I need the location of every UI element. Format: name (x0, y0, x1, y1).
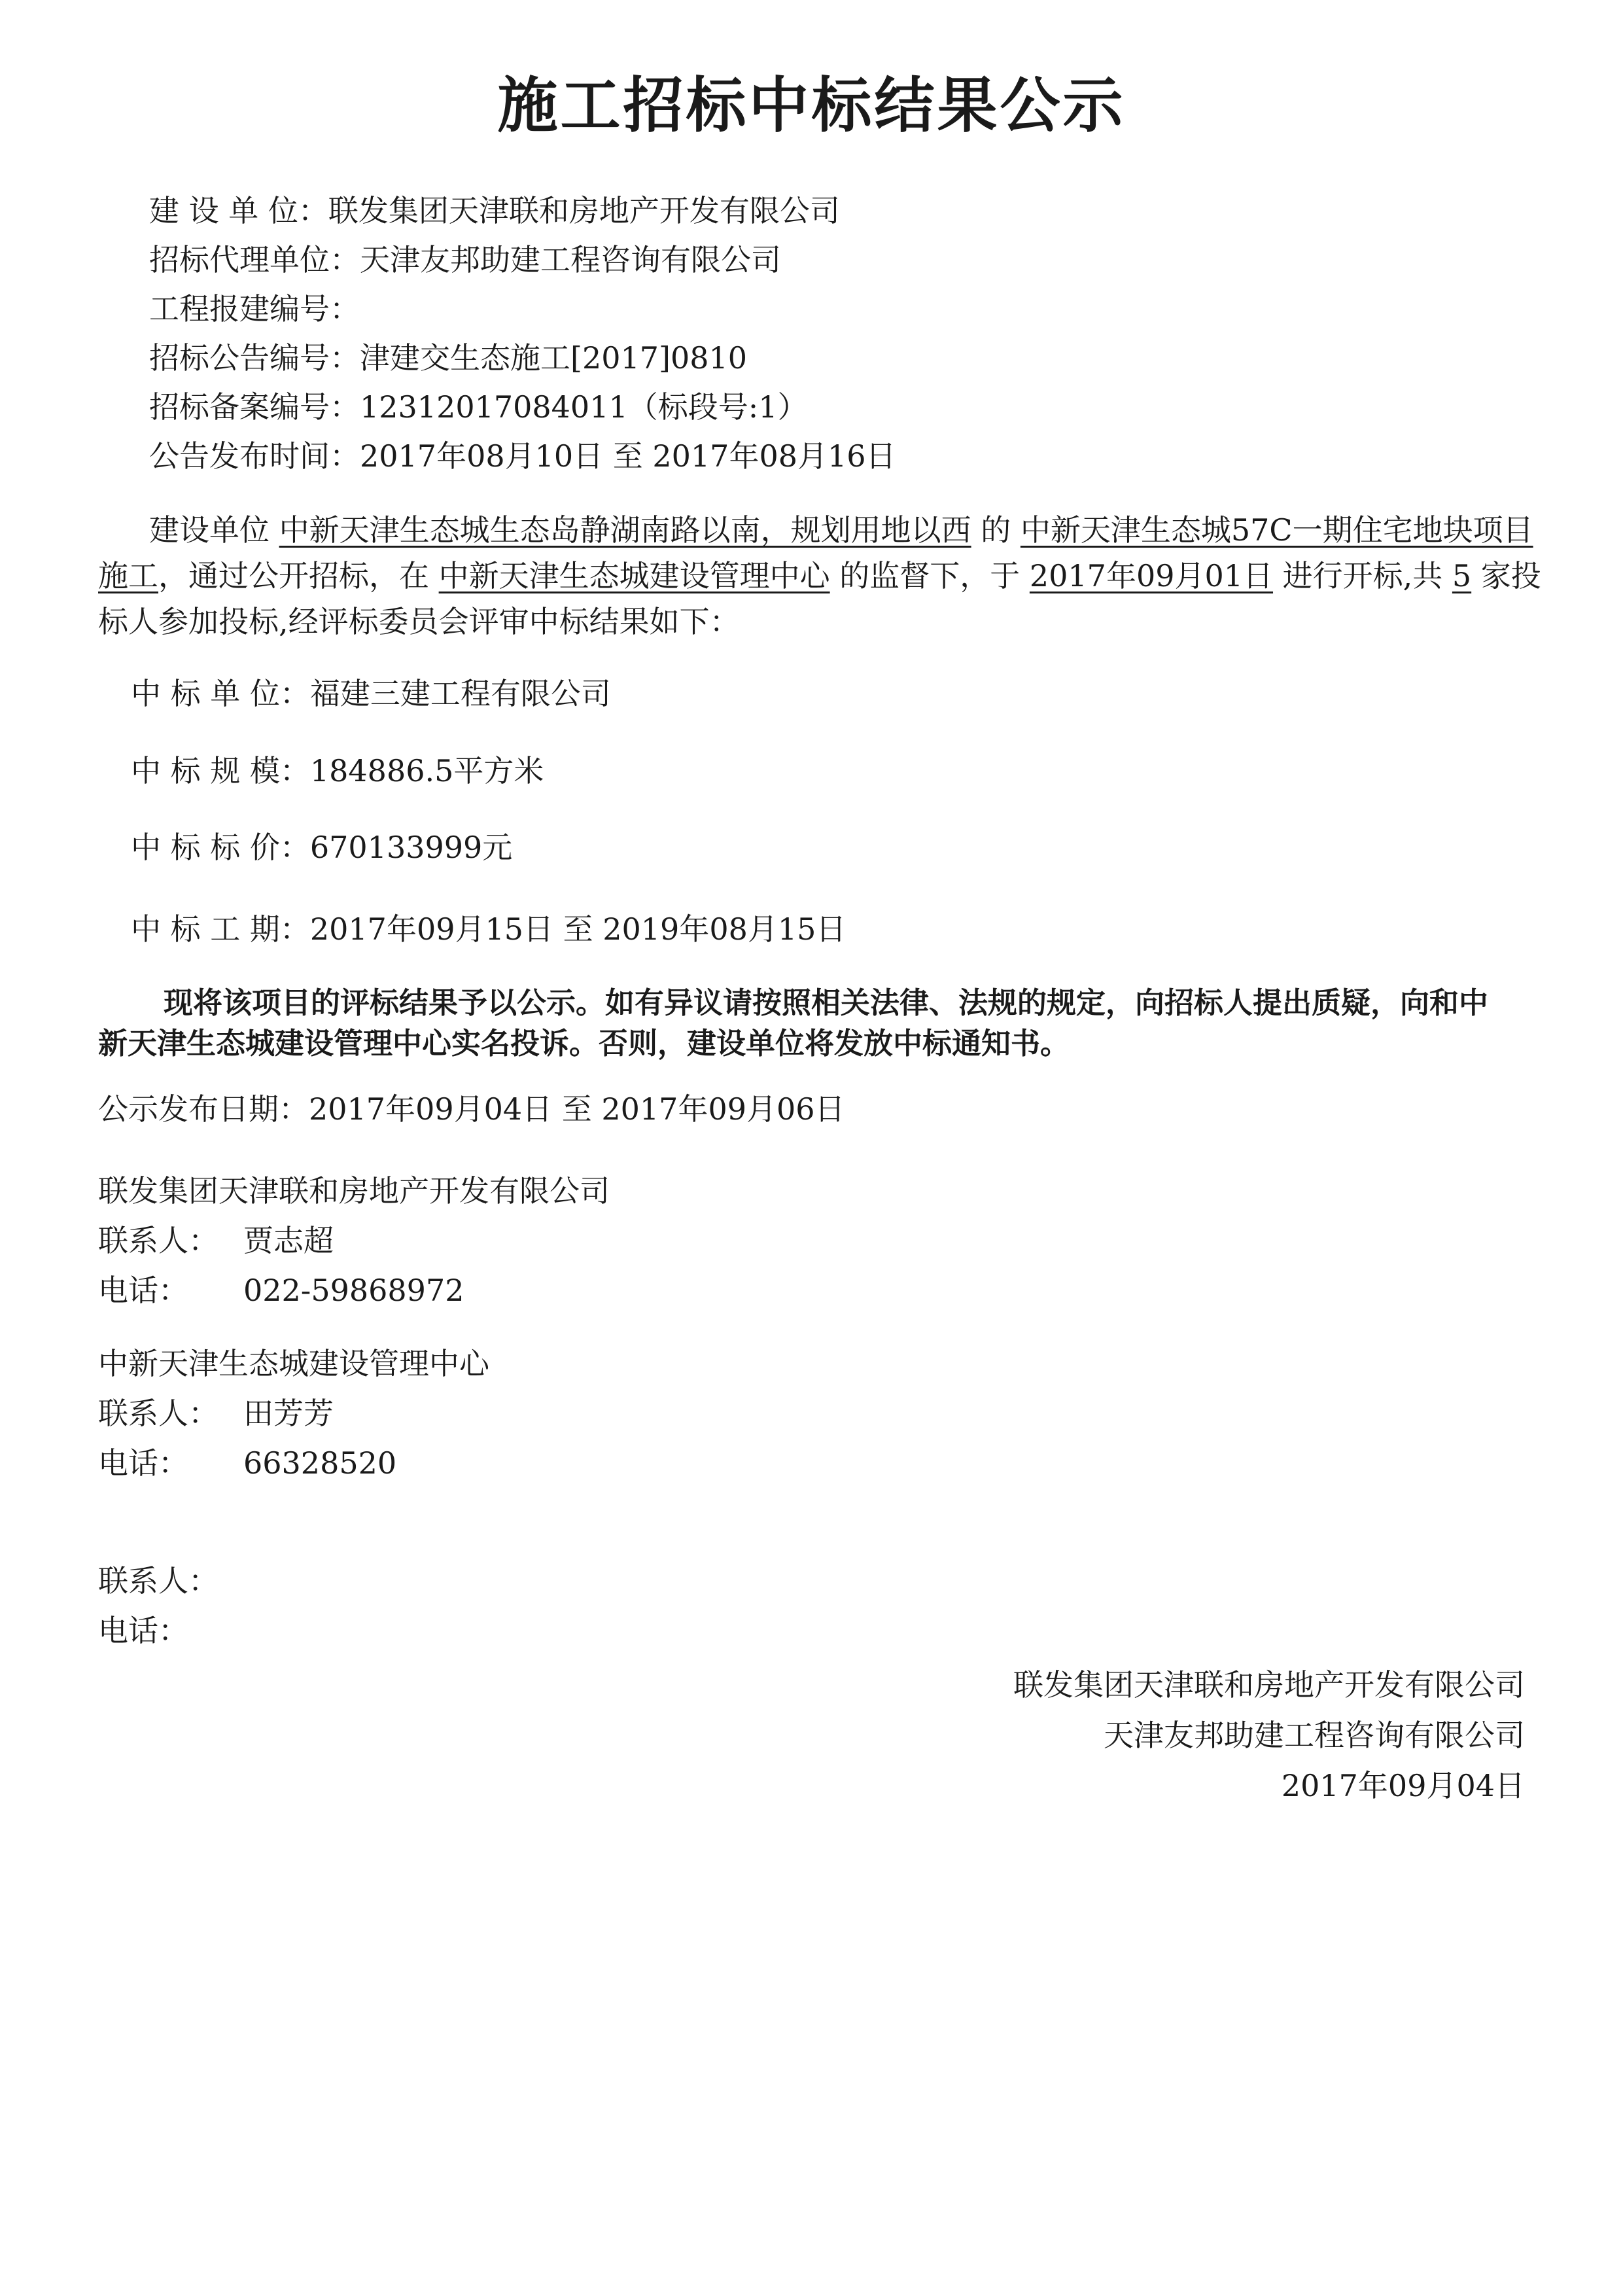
agent-row (149, 240, 781, 279)
contact-1-person-row (98, 1221, 334, 1260)
contact-1-phone: 022-59868972 (243, 1273, 464, 1308)
blank-contact-person: 联系人： (98, 1563, 218, 1598)
signature-org-1: 联发集团天津联和房地产开发有限公司 (1013, 1667, 1525, 1703)
agent-value: 天津友邦助建工程咨询有限公司 (360, 242, 781, 277)
period-label: 中 标 工 期： (131, 911, 310, 947)
scale-row (131, 751, 544, 790)
contact-2-phone-row (98, 1443, 397, 1483)
scale-label: 中 标 规 模： (131, 753, 310, 788)
contact-1-person-label: 联系人： (98, 1223, 218, 1258)
contact-1-person: 贾志超 (243, 1223, 334, 1258)
project-no-row (149, 289, 360, 328)
body-text-5: 进行开标,共 (1282, 558, 1443, 593)
publish-time-value: 2017年08月10日 至 2017年08月16日 (360, 438, 896, 474)
project-location: 中新天津生态城生态岛静湖南路以南，规划用地以西 (279, 512, 971, 548)
record-no-label: 招标备案编号： (149, 389, 360, 425)
notice-no-value: 津建交生态施工[2017]0810 (360, 340, 748, 376)
body-text-1: 建设单位 (149, 512, 270, 548)
contact-1-phone-row (98, 1271, 464, 1310)
body-text-2: 的 (981, 512, 1011, 548)
builder-value: 联发集团天津联和房地产开发有限公司 (328, 193, 840, 228)
agent-label: 招标代理单位： (149, 242, 360, 277)
record-no-row (149, 387, 808, 427)
body-text-3: ，通过公开招标，在 (158, 558, 429, 593)
winner-value: 福建三建工程有限公司 (309, 676, 611, 711)
price-label: 中 标 标 价： (131, 830, 310, 865)
record-no-value: 12312017084011（标段号:1） (360, 389, 808, 425)
contact-2-phone-label: 电话： (98, 1445, 188, 1481)
body-text-4: 的监督下，于 (839, 558, 1021, 593)
winner-label: 中 标 单 位： (131, 676, 310, 711)
bidder-count: 5 (1452, 558, 1472, 593)
contact-2-person-row (98, 1394, 334, 1433)
price-row (131, 828, 512, 867)
winner-row (131, 674, 611, 713)
supervisor-name: 中新天津生态城建设管理中心 (438, 558, 830, 593)
publish-time-row (149, 436, 896, 476)
period-value: 2017年09月15日 至 2019年08月15日 (309, 911, 846, 947)
open-date: 2017年09月01日 (1029, 558, 1274, 593)
contact-2-org: 中新天津生态城建设管理中心 (98, 1346, 489, 1381)
project-name: 中新天津生态城57C一期住宅地块项目施工 (98, 512, 1533, 593)
notice-no-label: 招标公告编号： (149, 340, 360, 376)
contact-2-person-label: 联系人： (98, 1396, 218, 1431)
body-text-6: 家投标人参加投标,经评标委员会评审中标结果如下： (98, 558, 1541, 639)
scale-value: 184886.5平方米 (309, 753, 544, 788)
contact-2-phone: 66328520 (243, 1445, 397, 1481)
body-paragraph (98, 507, 1557, 645)
builder-row (149, 191, 840, 230)
signature-date: 2017年09月04日 (1281, 1768, 1525, 1803)
builder-label: 建 设 单 位： (149, 193, 328, 228)
notice-no-row (149, 338, 747, 378)
contact-1-phone-label: 电话： (98, 1273, 188, 1308)
publicity-date: 公示发布日期：2017年09月04日 至 2017年09月06日 (98, 1091, 845, 1127)
objection-notice: 现将该项目的评标结果予以公示。如有异议请按照相关法律、法规的规定，向招标人提出质疑，向和中新天津生态城建设管理中心实名投诉。否则，建设单位将发放中标通知书。 (98, 985, 1489, 1061)
contact-1-org: 联发集团天津联和房地产开发有限公司 (98, 1173, 610, 1209)
publish-time-label: 公告发布时间： (149, 438, 360, 474)
contact-2-person: 田芳芳 (243, 1396, 334, 1431)
blank-contact-phone: 电话： (98, 1613, 188, 1648)
period-row (131, 910, 846, 949)
signature-org-2: 天津友邦助建工程咨询有限公司 (1104, 1718, 1525, 1753)
price-value: 670133999元 (309, 830, 513, 865)
project-no-label: 工程报建编号： (149, 291, 360, 327)
page-title: 施工招标中标结果公示 (497, 71, 1126, 141)
